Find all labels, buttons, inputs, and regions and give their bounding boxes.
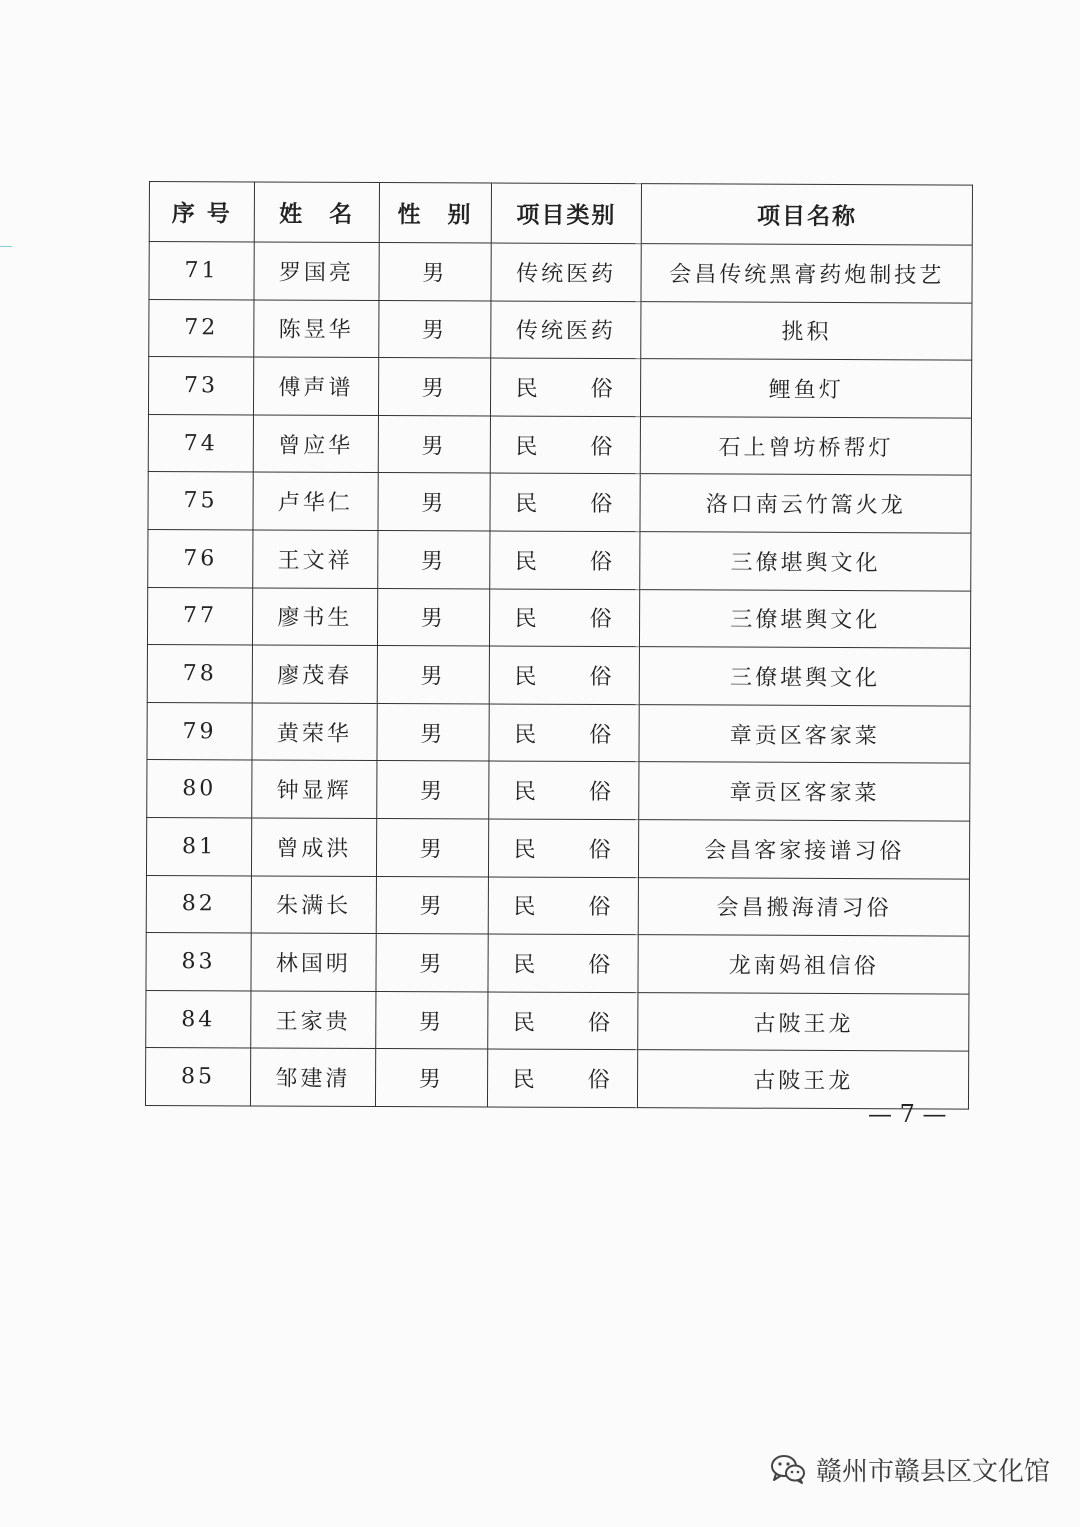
cell-project: 三僚堪舆文化 (640, 647, 971, 706)
cell-project: 古陂王龙 (638, 1050, 969, 1109)
table-header-row (149, 182, 972, 246)
cell-index: 78 (147, 645, 252, 703)
table-row (148, 472, 971, 533)
cell-index: 85 (145, 1048, 250, 1106)
table-row (147, 702, 970, 763)
header-project: 项目名称 (642, 184, 973, 245)
header-name: 姓 名 (254, 182, 379, 243)
cell-name: 林国明 (251, 933, 376, 991)
cell-gender: 男 (376, 761, 488, 819)
cell-project: 三僚堪舆文化 (640, 532, 971, 591)
cell-project: 挑积 (641, 301, 972, 360)
inheritor-table (145, 181, 973, 1109)
cell-index: 80 (147, 760, 252, 818)
cell-category: 民 俗 (487, 992, 638, 1050)
cell-gender: 男 (376, 876, 488, 934)
page-edge-mark (0, 246, 12, 247)
cell-name: 王文祥 (253, 530, 378, 588)
cell-project: 章贡区客家菜 (639, 762, 970, 821)
cell-gender: 男 (379, 243, 491, 301)
cell-gender: 男 (375, 1049, 487, 1107)
cell-index: 81 (146, 817, 251, 875)
header-index: 序 号 (149, 182, 254, 242)
cell-name: 黄荣华 (252, 703, 377, 761)
table-row (148, 414, 971, 475)
cell-category: 民 俗 (488, 934, 639, 992)
watermark (770, 1447, 1050, 1491)
cell-name: 廖茂春 (252, 645, 377, 703)
cell-index: 76 (148, 529, 253, 587)
table-row (147, 587, 970, 648)
cell-category: 民 俗 (488, 819, 639, 877)
cell-gender: 男 (376, 934, 488, 992)
wechat-icon (770, 1453, 806, 1485)
cell-category: 传统医药 (490, 301, 641, 359)
cell-category: 民 俗 (488, 761, 639, 819)
cell-name: 朱满长 (251, 875, 376, 933)
header-category: 项目类别 (491, 183, 642, 244)
cell-gender: 男 (378, 358, 490, 416)
cell-project: 石上曾坊桥帮灯 (641, 416, 972, 475)
cell-gender: 男 (378, 473, 490, 531)
cell-category: 民 俗 (488, 877, 639, 935)
cell-index: 74 (148, 414, 253, 472)
page-number: — 7 — (868, 1100, 947, 1128)
header-gender: 性 别 (379, 183, 491, 243)
cell-category: 民 俗 (489, 531, 640, 589)
cell-name: 傅声谱 (253, 357, 378, 415)
table-row (146, 990, 969, 1051)
cell-gender: 男 (378, 415, 490, 473)
cell-name: 曾成洪 (251, 818, 376, 876)
cell-category: 民 俗 (489, 704, 640, 762)
cell-category: 民 俗 (490, 473, 641, 531)
cell-project: 鲤鱼灯 (641, 359, 972, 418)
table-row (147, 760, 970, 821)
cell-project: 会昌传统黑膏药炮制技艺 (641, 244, 972, 303)
table-row (145, 1048, 968, 1109)
cell-project: 洛口南云竹篙火龙 (640, 474, 971, 533)
cell-category: 民 俗 (490, 358, 641, 416)
cell-project: 章贡区客家菜 (639, 704, 970, 763)
cell-category: 传统医药 (491, 243, 642, 301)
table-row (147, 645, 970, 706)
cell-index: 72 (149, 299, 254, 357)
cell-name: 陈昱华 (254, 300, 379, 358)
cell-gender: 男 (377, 646, 489, 704)
cell-name: 卢华仁 (253, 472, 378, 530)
cell-index: 77 (147, 587, 252, 645)
cell-name: 廖书生 (252, 588, 377, 646)
cell-category: 民 俗 (489, 589, 640, 647)
cell-index: 79 (147, 702, 252, 760)
cell-gender: 男 (378, 300, 490, 358)
cell-index: 75 (148, 472, 253, 530)
cell-name: 邹建清 (250, 1048, 375, 1106)
table-row (149, 299, 972, 360)
cell-category: 民 俗 (489, 646, 640, 704)
cell-index: 73 (148, 357, 253, 415)
cell-index: 71 (149, 242, 254, 300)
cell-project: 三僚堪舆文化 (640, 589, 971, 648)
cell-index: 84 (146, 990, 251, 1048)
table-row (146, 817, 969, 878)
table-row (146, 875, 969, 936)
cell-project: 会昌搬海清习俗 (639, 877, 970, 936)
cell-category: 民 俗 (487, 1049, 638, 1107)
cell-gender: 男 (377, 530, 489, 588)
cell-name: 王家贵 (251, 991, 376, 1049)
table-row (149, 242, 972, 303)
cell-gender: 男 (375, 991, 487, 1049)
cell-project: 古陂王龙 (638, 992, 969, 1051)
cell-gender: 男 (377, 703, 489, 761)
cell-name: 曾应华 (253, 415, 378, 473)
cell-gender: 男 (377, 588, 489, 646)
cell-name: 钟显辉 (252, 760, 377, 818)
cell-project: 龙南妈祖信俗 (638, 935, 969, 994)
cell-category: 民 俗 (490, 416, 641, 474)
cell-gender: 男 (376, 818, 488, 876)
table-row (148, 357, 971, 418)
table-row (148, 529, 971, 590)
cell-index: 82 (146, 875, 251, 933)
cell-name: 罗国亮 (254, 242, 379, 300)
table-body (145, 242, 972, 1109)
cell-index: 83 (146, 933, 251, 991)
table-row (146, 933, 969, 994)
cell-project: 会昌客家接谱习俗 (639, 820, 970, 879)
watermark-text: 赣州市赣县区文化馆 (815, 1456, 1050, 1487)
